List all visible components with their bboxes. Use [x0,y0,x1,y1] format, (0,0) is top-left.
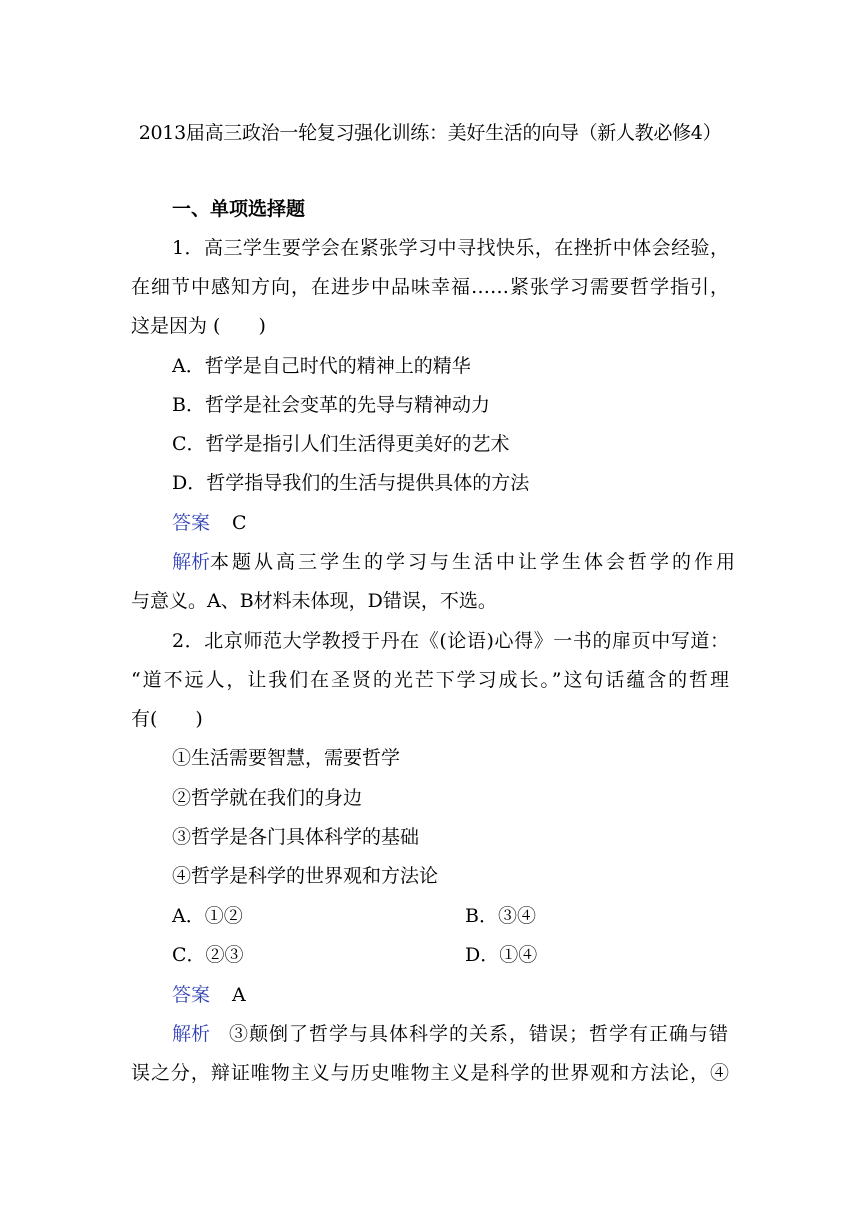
q2-answer [172,984,246,1006]
q1-option-c: C．哲学是指引人们生活得更美好的艺术 [172,433,510,455]
q2-item3: ③哲学是各门具体科学的基础 [172,826,420,848]
q2-analysis-text1: ③颠倒了哲学与具体科学的关系，错误；哲学有正确与错 [228,1023,729,1045]
q2-analysis-line1 [172,1023,729,1045]
q1-analysis-label: 解析 [172,551,211,573]
section-heading: 一、单项选择题 [172,198,306,220]
q1-stem-line3: 这是因为 ( ) [131,315,266,337]
q2-option-d: D．①④ [465,944,538,966]
q2-item4: ④哲学是科学的世界观和方法论 [172,865,439,887]
q1-answer-value: C [232,512,247,534]
q1-stem-line2: 在细节中感知方向，在进步中品味幸福……紧张学习需要哲学指引， [131,276,729,298]
q2-answer-value: A [232,984,246,1006]
q2-option-b: B．③④ [465,905,536,927]
q1-option-b: B．哲学是社会变革的先导与精神动力 [172,394,490,416]
document-title: 2013届高三政治一轮复习强化训练：美好生活的向导（新人教必修4） [138,122,722,144]
q1-answer [172,512,247,534]
q1-option-a: A．哲学是自己时代的精神上的精华 [172,355,471,377]
q2-item2: ②哲学就在我们的身边 [172,787,363,809]
q2-stem-line1: 2．北京师范大学教授于丹在《(论语)心得》一书的扉页中写道： [172,630,729,652]
q2-stem-line2: “道不远人，让我们在圣贤的光芒下学习成长。”这句话蕴含的哲理 [131,669,729,691]
q1-analysis-text1: 本题从高三学生的学习与生活中让学生体会哲学的作用 [210,551,739,573]
q2-stem-line3: 有( ) [131,708,203,730]
q2-item1: ①生活需要智慧，需要哲学 [172,747,401,769]
q2-answer-label: 答案 [172,984,211,1006]
q1-stem-line1: 1．高三学生要学会在紧张学习中寻找快乐，在挫折中体会经验， [172,237,729,259]
q1-analysis-line2: 与意义。A、B材料未体现，D错误，不选。 [131,590,497,612]
q2-analysis-line2: 误之分，辩证唯物主义与历史唯物主义是科学的世界观和方法论，④ [131,1062,729,1084]
q1-answer-label: 答案 [172,512,211,534]
q2-analysis-label: 解析 [172,1023,211,1045]
q2-option-c: C．②③ [172,944,244,966]
q2-option-a: A．①② [172,905,243,927]
q1-option-d: D．哲学指导我们的生活与提供具体的方法 [172,472,530,494]
q1-analysis-line1 [172,551,739,573]
